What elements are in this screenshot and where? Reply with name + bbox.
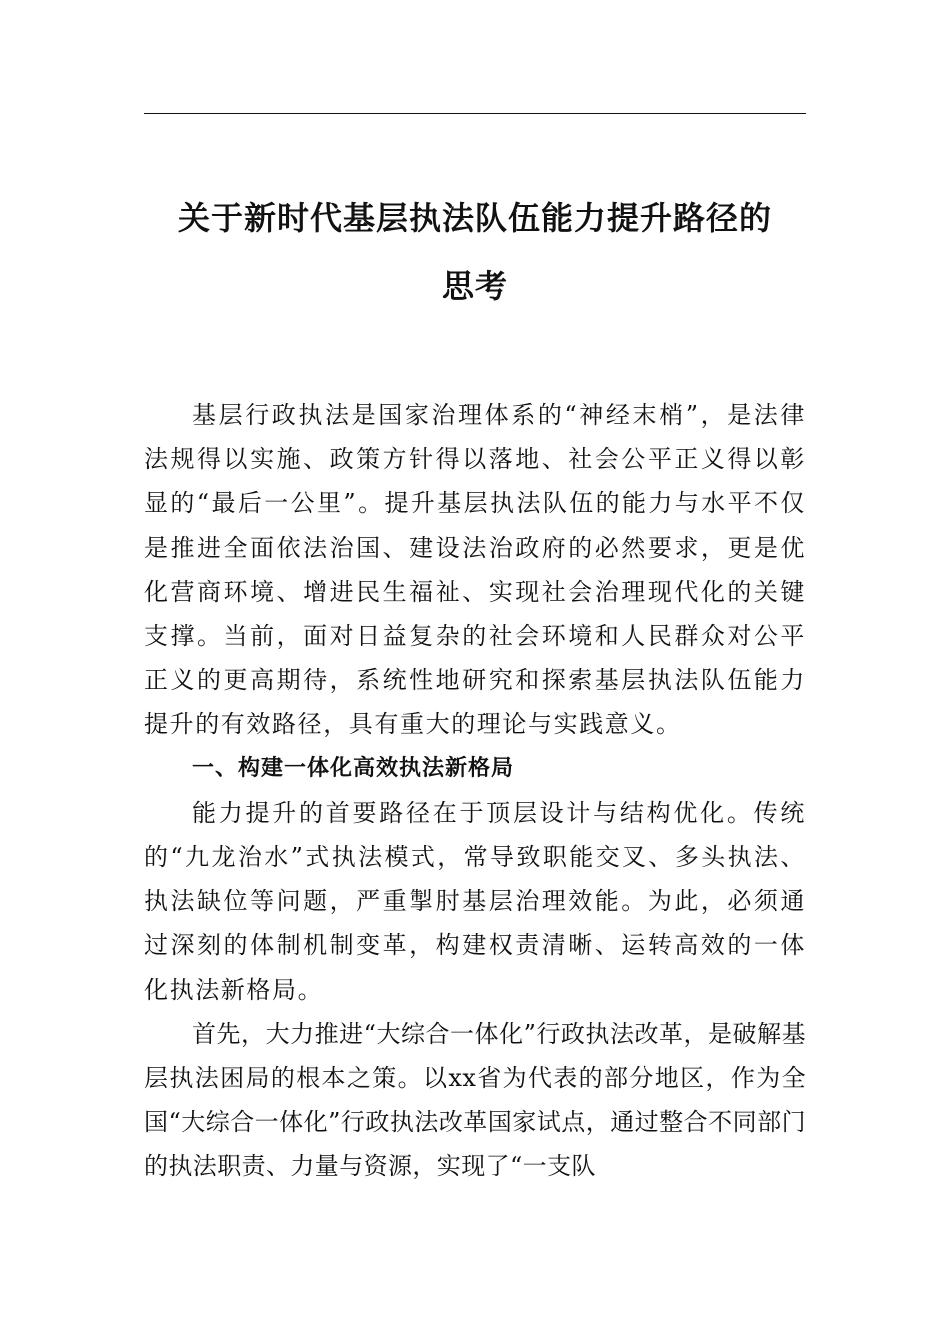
header-rule	[144, 113, 806, 114]
document-title-line-2: 思考	[441, 267, 508, 305]
intro-paragraph: 基层行政执法是国家治理体系的“神经末梢”，是法律法规得以实施、政策方针得以落地、社会公平正义得以彰显的“最后一公里”。提升基层执法队伍的能力与水平不仅是推进全面依法治国、建设法治政府的必然要求，更是优化营商环境、增进民生福祉、实现社会治理现代化的关键支撑。当前，面对日益复杂的社会环境和人民群众对公平正义的更高期待，系统性地研究和探索基层执法队伍能力提升的有效路径，具有重大的理论与实践意义。	[144, 401, 806, 739]
document-title-line-1: 关于新时代基层执法队伍能力提升路径的	[177, 199, 772, 237]
document-body	[144, 393, 806, 1189]
section-1-paragraph-2: 首先，大力推进“大综合一体化”行政执法改革，是破解基层执法困局的根本之策。以xx省为代表的部分地区，作为全国“大综合一体化”行政执法改革国家试点，通过整合不同部门的执法职责、力量与资源，实现了“一支队	[144, 1019, 806, 1181]
section-1-paragraph-1: 能力提升的首要路径在于顶层设计与结构优化。传统的“九龙治水”式执法模式，常导致职能交叉、多头执法、执法缺位等问题，严重掣肘基层治理效能。为此，必须通过深刻的体制机制变革，构建权责清晰、运转高效的一体化执法新格局。	[144, 798, 806, 1004]
section-1-heading: 一、构建一体化高效执法新格局	[192, 755, 515, 781]
